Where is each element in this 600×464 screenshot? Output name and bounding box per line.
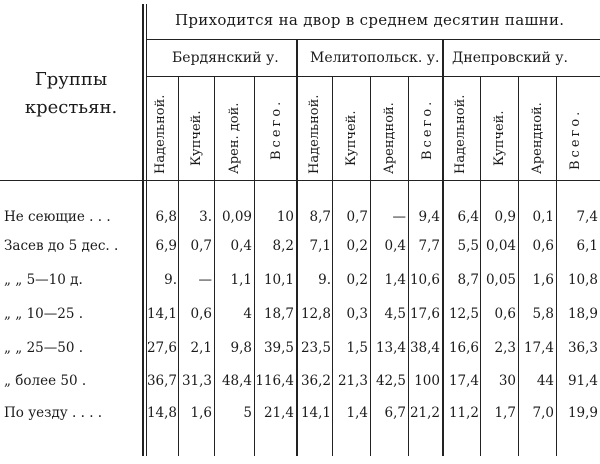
table-cell: 0,6: [532, 238, 554, 254]
district-melitopol: Мелитопольск. у.: [310, 50, 440, 66]
table-cell: 12,8: [300, 306, 331, 322]
table-cell: 9.: [318, 272, 331, 288]
table-cell: —: [392, 209, 406, 225]
col-header: Купчей.: [492, 110, 507, 166]
row-header: Группы крестьян.: [24, 69, 118, 118]
rule-col: [178, 77, 179, 456]
table-cell: 17,6: [409, 306, 440, 322]
table-cell: 9.: [164, 272, 177, 288]
table-cell: 6,1: [576, 238, 598, 254]
col-header: Надельной.: [307, 94, 322, 174]
rule-title-bottom: [146, 39, 600, 40]
table-cell: 10,1: [263, 272, 294, 288]
col-header: Арендной.: [530, 102, 545, 174]
table-cell: 0,09: [221, 209, 252, 225]
table-cell: —: [198, 272, 212, 288]
table-cell: 48,4: [221, 373, 252, 389]
rule-col: [214, 77, 215, 456]
table-cell: 9,8: [230, 340, 252, 356]
table-cell: 36,2: [300, 373, 331, 389]
table-cell: 13,4: [375, 340, 406, 356]
table-cell: 2,3: [494, 340, 516, 356]
row-label: „ более 50 .: [4, 373, 87, 389]
col-header: Купчей.: [344, 110, 359, 166]
table-cell: 5,8: [532, 306, 554, 322]
table-cell: 1,5: [346, 340, 368, 356]
table-cell: 6,7: [384, 405, 406, 421]
rule-district-2: [296, 40, 298, 456]
col-header: Арен. дой.: [227, 102, 242, 174]
rule-col: [408, 77, 409, 456]
table-cell: 0,4: [230, 238, 252, 254]
table-cell: 7,4: [576, 209, 598, 225]
rule-col: [254, 77, 255, 456]
table-cell: 1,4: [346, 405, 368, 421]
rule-col: [518, 77, 519, 456]
table-cell: 0,2: [346, 238, 368, 254]
table-cell: 18,9: [567, 306, 598, 322]
table-cell: 39,5: [263, 340, 294, 356]
table-cell: 10,8: [567, 272, 598, 288]
col-header: Всего.: [568, 108, 583, 170]
table-title: Приходится на двор в среднем десятин пашни.: [175, 11, 565, 29]
table-cell: 10: [276, 209, 294, 225]
table-cell: 21,4: [263, 405, 294, 421]
table-cell: 91,4: [567, 373, 598, 389]
table-cell: 2,1: [190, 340, 212, 356]
table-cell: 16,6: [448, 340, 479, 356]
table-cell: 8,7: [457, 272, 479, 288]
col-header: Надельной.: [153, 94, 168, 174]
col-header: Всего.: [420, 98, 435, 160]
table-cell: 30: [498, 373, 516, 389]
table-cell: 36,3: [567, 340, 598, 356]
table-cell: 6,9: [155, 238, 177, 254]
table-cell: 44: [536, 373, 554, 389]
table-cell: 5,5: [457, 238, 479, 254]
table-cell: 1,4: [384, 272, 406, 288]
col-header: Купчей.: [189, 110, 204, 166]
table-cell: 4,5: [384, 306, 406, 322]
table-cell: 1,1: [230, 272, 252, 288]
table-cell: 4: [243, 306, 252, 322]
table-cell: 7,0: [532, 405, 554, 421]
table-cell: 0,3: [346, 306, 368, 322]
table-cell: 0,05: [485, 272, 516, 288]
table-cell: 36,7: [146, 373, 177, 389]
table-cell: 21,2: [409, 405, 440, 421]
table-cell: 17,4: [523, 340, 554, 356]
row-label: „ „ 25—50 .: [4, 340, 84, 356]
col-header: Всего.: [269, 98, 284, 160]
table-cell: 21,3: [337, 373, 368, 389]
table-cell: 9,4: [418, 209, 440, 225]
table-cell: 38,4: [409, 340, 440, 356]
col-header: Надельной.: [453, 94, 468, 174]
table-cell: 7,7: [418, 238, 440, 254]
table-cell: 3.: [199, 209, 212, 225]
district-dnepr: Днепровский у.: [452, 50, 568, 66]
table-cell: 100: [414, 373, 440, 389]
table-cell: 23,5: [300, 340, 331, 356]
rule-col: [480, 77, 481, 456]
row-label: „ „ 10—25 .: [4, 306, 84, 322]
table-cell: 7,1: [309, 238, 331, 254]
table-cell: 42,5: [375, 373, 406, 389]
table-cell: 8,7: [309, 209, 331, 225]
table-cell: 14,1: [146, 306, 177, 322]
table-cell: 1,7: [494, 405, 516, 421]
table-cell: 5: [243, 405, 252, 421]
table-cell: 116,4: [255, 373, 294, 389]
table-cell: 8,2: [272, 238, 294, 254]
table-cell: 6,4: [457, 209, 479, 225]
table-cell: 0,04: [485, 238, 516, 254]
row-label: Засев до 5 дес. .: [4, 238, 119, 254]
table-cell: 0,4: [384, 238, 406, 254]
rule-col: [556, 77, 557, 456]
rule-col: [370, 77, 371, 456]
rule-header-bottom: [0, 180, 600, 181]
table-cell: 0,1: [532, 209, 554, 225]
table-cell: 18,7: [263, 306, 294, 322]
rule-col: [332, 77, 333, 456]
table-cell: 14,8: [146, 405, 177, 421]
table-cell: 0,9: [494, 209, 516, 225]
table-cell: 31,3: [181, 373, 212, 389]
table-cell: 10,6: [409, 272, 440, 288]
table-cell: 6,8: [155, 209, 177, 225]
row-label: „ „ 5—10 д.: [4, 272, 83, 288]
table-cell: 11,2: [448, 405, 479, 421]
rule-group-left: [142, 4, 144, 456]
col-header: Арендной.: [382, 102, 397, 174]
table-cell: 19,9: [567, 405, 598, 421]
table-cell: 27,6: [146, 340, 177, 356]
table-cell: 0,6: [494, 306, 516, 322]
table-cell: 14,1: [300, 405, 331, 421]
table-cell: 0,7: [346, 209, 368, 225]
rule-district-bottom: [146, 76, 600, 77]
table-cell: 12,5: [448, 306, 479, 322]
rule-district-3: [442, 40, 444, 456]
table-cell: 0,2: [346, 272, 368, 288]
table-cell: 1,6: [190, 405, 212, 421]
table-cell: 1,6: [532, 272, 554, 288]
row-label: По уезду . . . .: [4, 405, 103, 421]
table-cell: 17,4: [448, 373, 479, 389]
table-cell: 0,6: [190, 306, 212, 322]
district-berdyansk: Бердянский у.: [172, 50, 279, 66]
row-label: Не сеющие . . .: [4, 209, 111, 225]
table-cell: 0,7: [190, 238, 212, 254]
